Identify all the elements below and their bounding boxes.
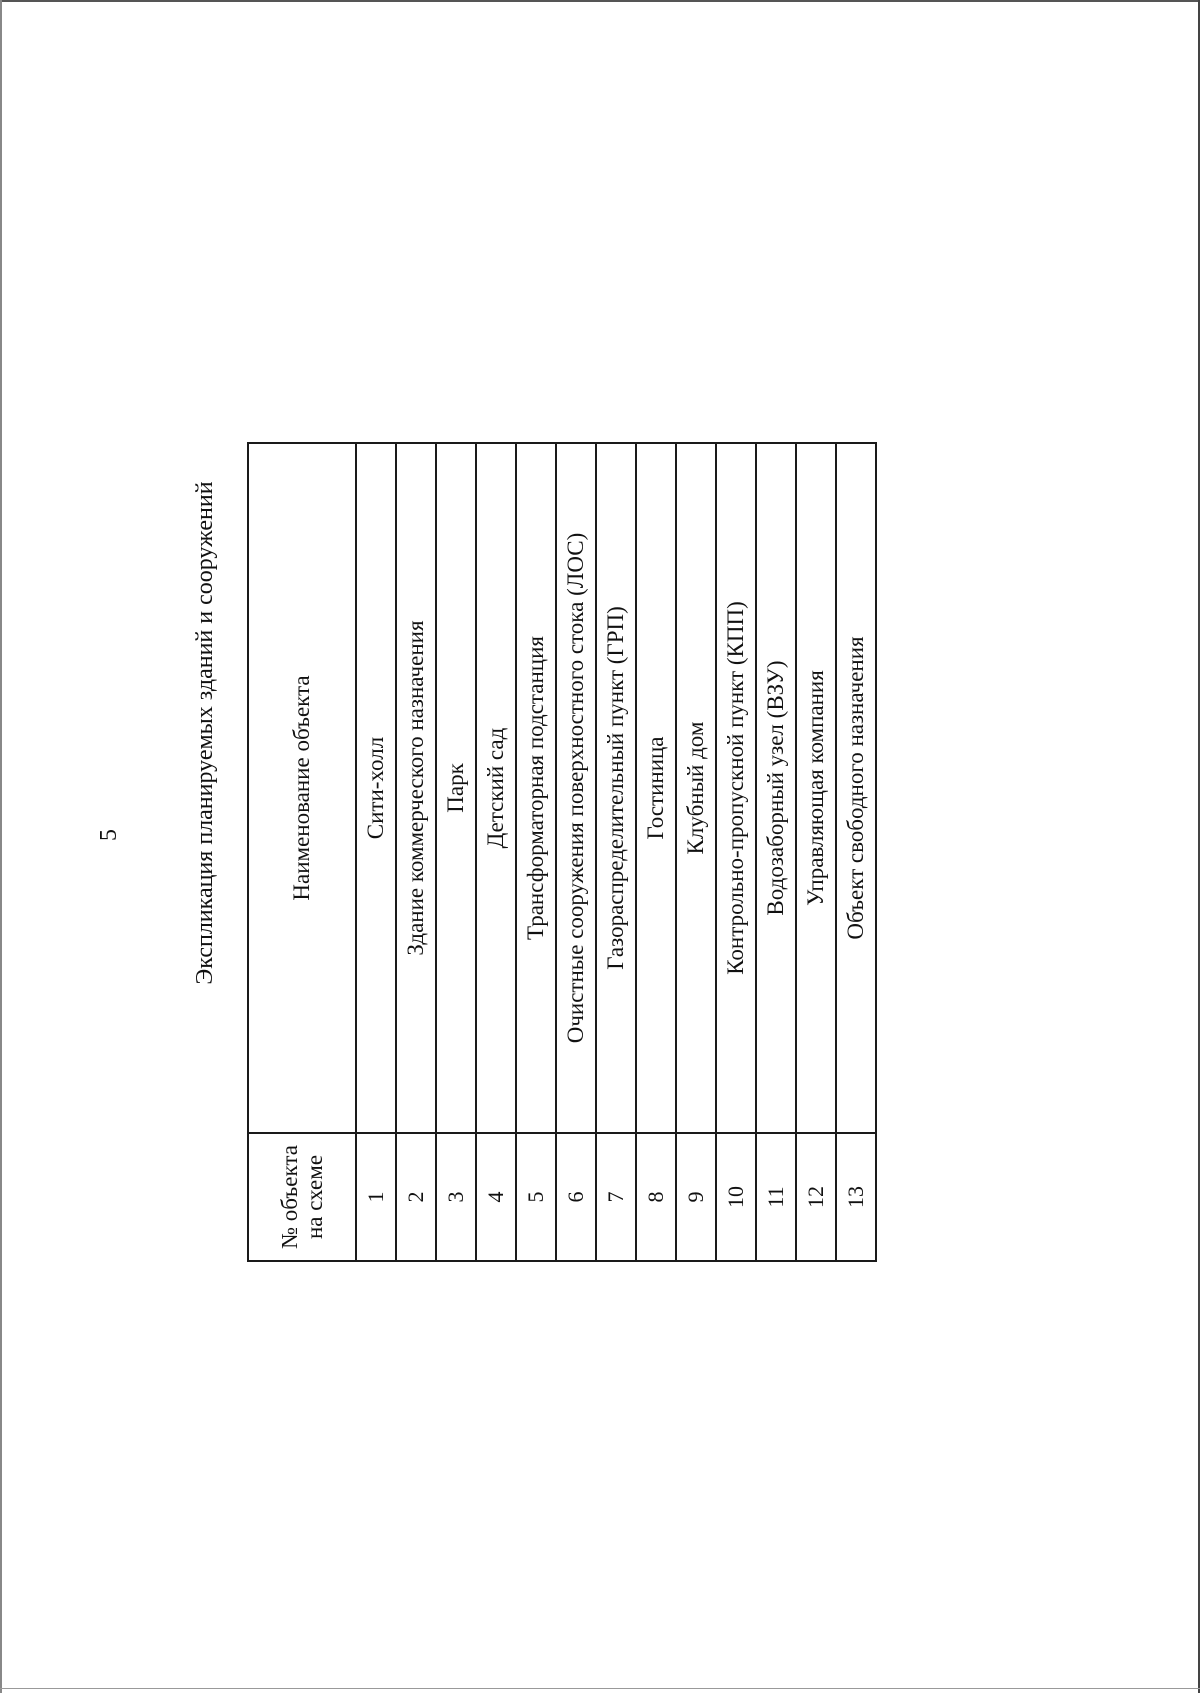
row-name: Сити-холл: [356, 443, 396, 1133]
table-row: [716, 443, 756, 1261]
table-row: [596, 443, 636, 1261]
row-name: Здание коммерческого назначения: [396, 443, 436, 1133]
table-row: [356, 443, 396, 1261]
header-name: Наименование объекта: [248, 443, 356, 1133]
table-row: [796, 443, 836, 1261]
table-row: [756, 443, 796, 1261]
row-number: 9: [676, 1133, 716, 1261]
document-title: Экспликация планируемых зданий и сооружений: [192, 481, 218, 985]
row-name: Управляющая компания: [796, 443, 836, 1133]
row-number: 11: [756, 1133, 796, 1261]
row-name: Объект свободного назначения: [836, 443, 876, 1133]
row-number: 3: [436, 1133, 476, 1261]
row-number: 7: [596, 1133, 636, 1261]
table-row: [476, 443, 516, 1261]
row-number: 5: [516, 1133, 556, 1261]
table-row: [396, 443, 436, 1261]
row-number: 13: [836, 1133, 876, 1261]
table-row: [516, 443, 556, 1261]
row-number: 4: [476, 1133, 516, 1261]
row-name: Парк: [436, 443, 476, 1133]
row-name: Контрольно-пропускной пункт (КПП): [716, 443, 756, 1133]
header-number: № объекта на схеме: [248, 1133, 356, 1261]
table-row: [436, 443, 476, 1261]
row-number: 2: [396, 1133, 436, 1261]
table-row: [836, 443, 876, 1261]
page-number: 5: [96, 829, 122, 841]
row-name: Клубный дом: [676, 443, 716, 1133]
row-number: 6: [556, 1133, 596, 1261]
row-number: 10: [716, 1133, 756, 1261]
row-number: 8: [636, 1133, 676, 1261]
row-number: 12: [796, 1133, 836, 1261]
row-name: Детский сад: [476, 443, 516, 1133]
row-name: Гостиница: [636, 443, 676, 1133]
row-number: 1: [356, 1133, 396, 1261]
table-header-row: [248, 443, 356, 1261]
table-row: [676, 443, 716, 1261]
explication-table: [247, 442, 877, 1262]
row-name: Трансформаторная подстанция: [516, 443, 556, 1133]
row-name: Очистные сооружения поверхностного стока (ЛОС): [556, 443, 596, 1133]
table-row: [556, 443, 596, 1261]
row-name: Газораспределительный пункт (ГРП): [596, 443, 636, 1133]
table-row: [636, 443, 676, 1261]
row-name: Водозаборный узел (ВЗУ): [756, 443, 796, 1133]
